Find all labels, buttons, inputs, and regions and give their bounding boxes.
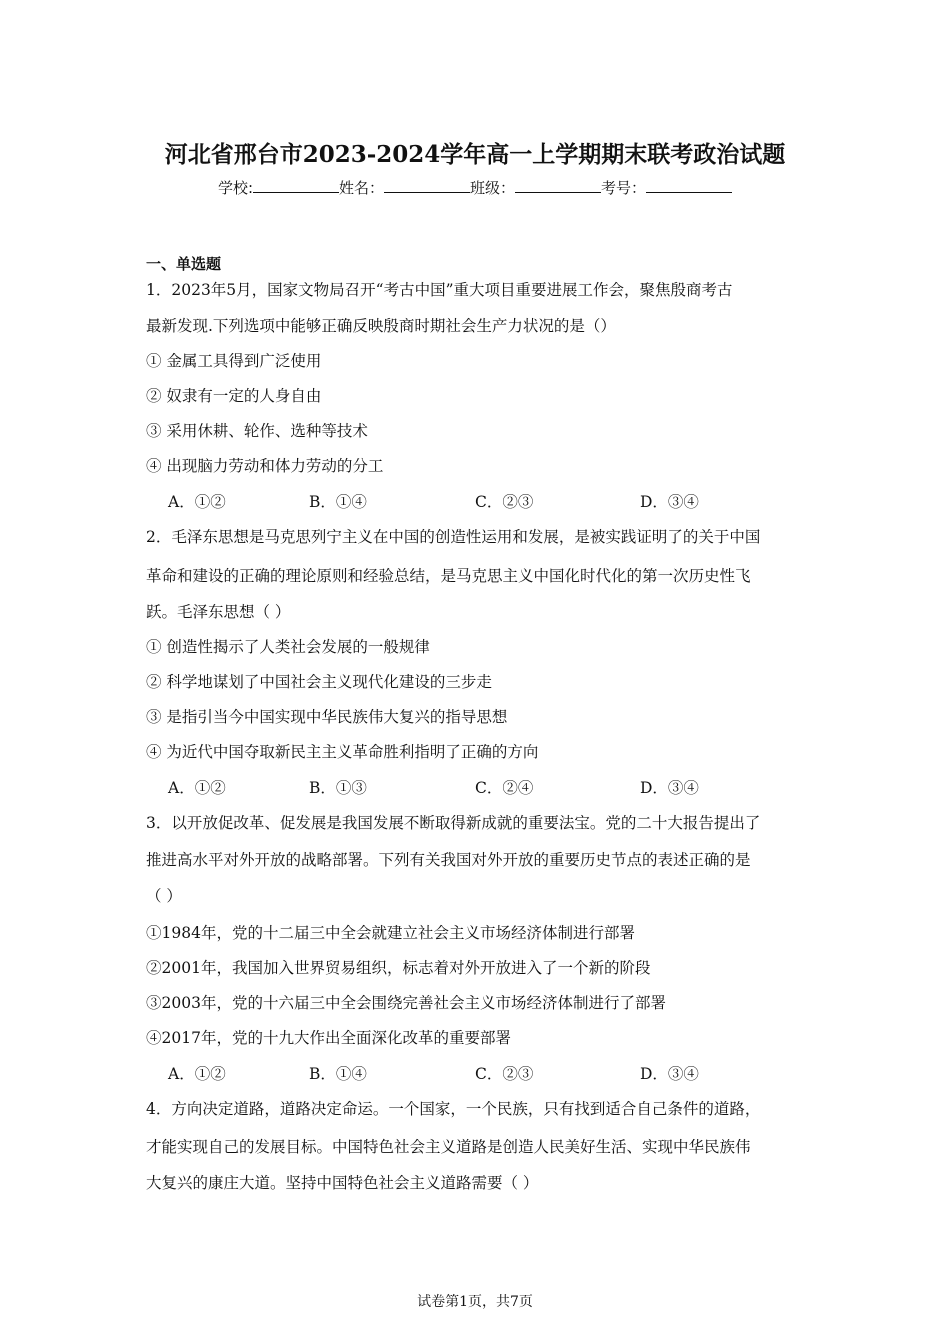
q2-option-b[interactable]: B．①③ bbox=[309, 779, 367, 797]
class-blank bbox=[515, 178, 601, 193]
q2-stem-line: 革命和建设的正确的理论原则和经验总结，是马克思主义中国化时代化的第一次历史性飞 bbox=[146, 567, 751, 585]
q1-statement: ② 奴隶有一定的人身自由 bbox=[146, 387, 322, 405]
name-blank bbox=[384, 178, 470, 193]
number-blank bbox=[646, 178, 732, 193]
q2-statement: ① 创造性揭示了人类社会发展的一般规律 bbox=[146, 638, 430, 656]
school-blank bbox=[253, 178, 339, 193]
q3-stem-line: （ ） bbox=[146, 887, 182, 905]
q1-option-d[interactable]: D．③④ bbox=[640, 493, 699, 511]
q1-stem-line: 1．2023年5月，国家文物局召开“考古中国”重大项目重要进展工作会，聚焦殷商考古 bbox=[146, 281, 733, 299]
q1-statement: ④ 出现脑力劳动和体力劳动的分工 bbox=[146, 457, 384, 475]
q2-option-d[interactable]: D．③④ bbox=[640, 779, 699, 797]
page-footer: 试卷第1页，共7页 bbox=[417, 1294, 533, 1310]
q1-statement: ① 金属工具得到广泛使用 bbox=[146, 352, 322, 370]
q3-statement: ③2003年，党的十六届三中全会围绕完善社会主义市场经济体制进行了部署 bbox=[146, 994, 666, 1012]
student-info-line bbox=[0, 177, 950, 198]
number-label: 考号： bbox=[601, 179, 647, 197]
school-label: 学校: bbox=[217, 179, 253, 197]
q2-stem-line: 跃。毛泽东思想（ ） bbox=[146, 603, 291, 621]
q2-statement: ④ 为近代中国夺取新民主主义革命胜利指明了正确的方向 bbox=[146, 743, 539, 761]
q2-option-a[interactable]: A．①② bbox=[168, 779, 226, 797]
q3-option-b[interactable]: B．①④ bbox=[309, 1065, 367, 1083]
q4-stem-line: 大复兴的康庄大道。坚持中国特色社会主义道路需要（ ） bbox=[146, 1174, 539, 1192]
q3-statement: ②2001年，我国加入世界贸易组织，标志着对外开放进入了一个新的阶段 bbox=[146, 959, 651, 977]
q2-statement: ② 科学地谋划了中国社会主义现代化建设的三步走 bbox=[146, 673, 492, 691]
q3-statement: ④2017年，党的十九大作出全面深化改革的重要部署 bbox=[146, 1029, 511, 1047]
q2-statement: ③ 是指引当今中国实现中华民族伟大复兴的指导思想 bbox=[146, 708, 508, 726]
q3-option-d[interactable]: D．③④ bbox=[640, 1065, 699, 1083]
exam-title: 河北省邢台市2023-2024学年高一上学期期末联考政治试题 bbox=[164, 141, 786, 168]
q1-option-b[interactable]: B．①④ bbox=[309, 493, 367, 511]
q3-statement: ①1984年，党的十二届三中全会就建立社会主义市场经济体制进行部署 bbox=[146, 924, 635, 942]
q4-stem-line: 4．方向决定道路，道路决定命运。一个国家，一个民族，只有找到适合自己条件的道路， bbox=[146, 1100, 761, 1118]
q3-stem-line: 3．以开放促改革、促发展是我国发展不断取得新成就的重要法宝。党的二十大报告提出了 bbox=[146, 814, 761, 832]
q3-stem-line: 推进高水平对外开放的战略部署。下列有关我国对外开放的重要历史节点的表述正确的是 bbox=[146, 851, 751, 869]
q1-option-a[interactable]: A．①② bbox=[168, 493, 226, 511]
q3-option-c[interactable]: C．②③ bbox=[475, 1065, 534, 1083]
q4-stem-line: 才能实现自己的发展目标。中国特色社会主义道路是创造人民美好生活、实现中华民族伟 bbox=[146, 1138, 751, 1156]
q3-option-a[interactable]: A．①② bbox=[168, 1065, 226, 1083]
name-label: 姓名： bbox=[339, 179, 385, 197]
q2-option-c[interactable]: C．②④ bbox=[475, 779, 534, 797]
q1-statement: ③ 采用休耕、轮作、选种等技术 bbox=[146, 422, 368, 440]
q1-option-c[interactable]: C．②③ bbox=[475, 493, 534, 511]
section-heading: 一、单选题 bbox=[146, 255, 222, 273]
class-label: 班级： bbox=[470, 179, 516, 197]
q1-stem-line: 最新发现.下列选项中能够正确反映殷商时期社会生产力状况的是（） bbox=[146, 317, 616, 335]
q2-stem-line: 2．毛泽东思想是马克思列宁主义在中国的创造性运用和发展，是被实践证明了的关于中国 bbox=[146, 528, 761, 546]
